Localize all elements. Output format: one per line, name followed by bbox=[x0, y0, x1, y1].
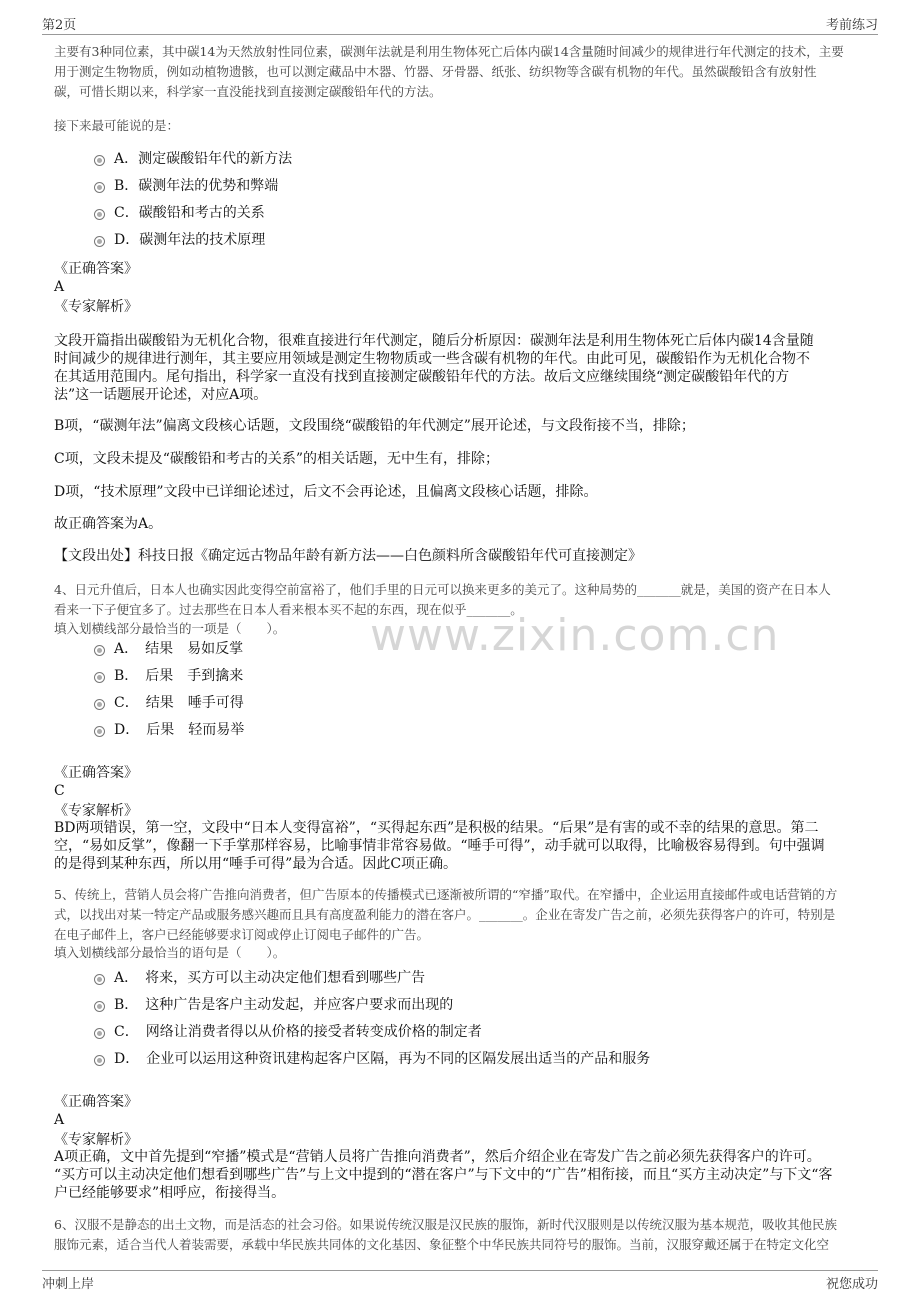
passage-line: 4、日元升值后，日本人也确实因此变得空前富裕了，他们手里的日元可以换来更多的美元了。这种局势的_______就是，美国的资产在日本人 bbox=[54, 582, 831, 597]
answer-label: 《正确答案》 bbox=[54, 261, 138, 277]
radio-icon[interactable] bbox=[94, 672, 105, 683]
q4-options bbox=[54, 640, 874, 748]
option-c[interactable]: C．碳酸铅和考古的关系 bbox=[54, 204, 874, 231]
option-a[interactable]: A．测定碳酸铅年代的新方法 bbox=[54, 150, 874, 177]
q6-passage bbox=[54, 1215, 874, 1255]
analysis-option-d: D项，“技术原理”文段中已详细论述过，后文不会再论述，且偏离文段核心话题，排除。 bbox=[54, 484, 598, 500]
answer-label: 《正确答案》 bbox=[54, 765, 138, 781]
watermark: www.zixin.com.cn bbox=[370, 610, 780, 661]
radio-icon[interactable] bbox=[94, 236, 105, 247]
footer-right-text: 祝您成功 bbox=[825, 1277, 878, 1292]
option-a[interactable]: A． 将来，买方可以主动决定他们想看到哪些广告 bbox=[54, 969, 874, 996]
radio-icon[interactable] bbox=[94, 974, 105, 985]
source: 【文段出处】科技日报《确定远古物品年龄有新方法——白色颜料所含碳酸铅年代可直接测定》 bbox=[54, 548, 642, 564]
q5-analysis bbox=[54, 1148, 874, 1202]
passage-line: 碳，可惜长期以来，科学家一直没能找到直接测定碳酸铅年代的方法。 bbox=[54, 84, 442, 99]
q3-analysis bbox=[54, 332, 874, 404]
passage-line: 式，以找出对某一特定产品或服务感兴趣而且具有高度盈利能力的潜在客户。_______。企业在寄发广告之前，必须先获得客户的许可，特别是 bbox=[54, 907, 836, 922]
footer-left-text: 冲刺上岸 bbox=[42, 1277, 95, 1292]
passage-line: 6、汉服不是静态的出土文物，而是活态的社会习俗。如果说传统汉服是汉民族的服饰，新时代汉服则是以传统汉服为基本规范，吸收其他民族 bbox=[54, 1217, 837, 1232]
q4-analysis bbox=[54, 819, 874, 873]
radio-icon[interactable] bbox=[94, 155, 105, 166]
option-d[interactable]: D． 后果 轻而易举 bbox=[54, 721, 874, 748]
page-number: 第2页 bbox=[42, 18, 77, 33]
answer-value: A bbox=[54, 279, 65, 295]
answer-value: A bbox=[54, 1112, 65, 1128]
analysis-option-c: C项，文段未提及“碳酸铅和考古的关系”的相关话题，无中生有，排除； bbox=[54, 451, 500, 467]
analysis-line: 户已经能够要求”相呼应，衔接得当。 bbox=[54, 1185, 286, 1201]
page-footer bbox=[42, 1270, 878, 1293]
q3-options bbox=[54, 150, 874, 258]
option-a[interactable]: A． 结果 易如反掌 bbox=[54, 640, 874, 667]
answer-label: 《正确答案》 bbox=[54, 1094, 138, 1110]
question-prompt: 填入划横线部分最恰当的语句是（ ）。 bbox=[54, 945, 286, 960]
passage-line: 主要有3种同位素，其中碳14为天然放射性同位素，碳测年法就是利用生物体死亡后体内碳14含量随时间减少的规律进行年代测定的技术，主要 bbox=[54, 44, 844, 59]
option-d[interactable]: D． 企业可以运用这种资讯建构起客户区隔，再为不同的区隔发展出适当的产品和服务 bbox=[54, 1050, 874, 1077]
passage-line: 看来一下子便宜多了。过去那些在日本人看来根本买不起的东西，现在似乎_______。 bbox=[54, 602, 523, 617]
analysis-label: 《专家解析》 bbox=[54, 1132, 138, 1148]
analysis-line: 在其适用范围内。尾句指出，科学家一直没有找到直接测定碳酸铅年代的方法。故后文应继续围绕“测定碳酸铅年代的方 bbox=[54, 369, 790, 385]
passage-line: 在电子邮件上，客户已经能够要求订阅或停止订阅电子邮件的广告。 bbox=[54, 927, 430, 942]
radio-icon[interactable] bbox=[94, 1028, 105, 1039]
q3-prompt: 接下来最可能说的是： bbox=[54, 118, 180, 133]
page-header bbox=[42, 12, 878, 35]
option-c[interactable]: C． 结果 唾手可得 bbox=[54, 694, 874, 721]
header-title: 考前练习 bbox=[825, 18, 878, 33]
q3-passage bbox=[54, 42, 874, 102]
analysis-line: 空，“易如反掌”，像翻一下手掌那样容易，比喻事情非常容易做。“唾手可得”，动手就可以取得，比喻极容易得到。句中强调 bbox=[54, 838, 825, 854]
radio-icon[interactable] bbox=[94, 1055, 105, 1066]
option-b[interactable]: B． 这种广告是客户主动发起，并应客户要求而出现的 bbox=[54, 996, 874, 1023]
radio-icon[interactable] bbox=[94, 209, 105, 220]
radio-icon[interactable] bbox=[94, 1001, 105, 1012]
passage-line: 5、传统上，营销人员会将广告推向消费者，但广告原本的传播模式已逐渐被所谓的“窄播”取代。在窄播中，企业运用直接邮件或电话营销的方 bbox=[54, 887, 838, 902]
analysis-line: 的是得到某种东西，所以用“唾手可得”最为合适。因此C项正确。 bbox=[54, 856, 458, 872]
passage-line: 服饰元素，适合当代人着装需要，承载中华民族共同体的文化基因、象征整个中华民族共同符号的服饰。当前，汉服穿戴还属于在特定文化空 bbox=[54, 1237, 830, 1252]
radio-icon[interactable] bbox=[94, 645, 105, 656]
option-d[interactable]: D．碳测年法的技术原理 bbox=[54, 231, 874, 258]
q4-passage bbox=[54, 580, 874, 638]
conclusion: 故正确答案为A。 bbox=[54, 516, 163, 532]
answer-value: C bbox=[54, 783, 65, 799]
passage-line: 用于测定生物物质，例如动植物遗骸，也可以测定藏品中木器、竹器、牙骨器、纸张、纺织物等含碳有机物的年代。虽然碳酸铅含有放射性 bbox=[54, 64, 817, 79]
analysis-line: 文段开篇指出碳酸铅为无机化合物，很难直接进行年代测定，随后分析原因：碳测年法是利用生物体死亡后体内碳14含量随 bbox=[54, 333, 814, 349]
q5-passage bbox=[54, 885, 874, 961]
analysis-line: “买方可以主动决定他们想看到哪些广告”与上文中提到的“潜在客户”与下文中的“广告”相衔接，而且“买方主动决定”与下文“客 bbox=[54, 1167, 833, 1183]
radio-icon[interactable] bbox=[94, 726, 105, 737]
radio-icon[interactable] bbox=[94, 182, 105, 193]
analysis-label: 《专家解析》 bbox=[54, 299, 138, 315]
option-c[interactable]: C． 网络让消费者得以从价格的接受者转变成价格的制定者 bbox=[54, 1023, 874, 1050]
analysis-line: 法”这一话题展开论述，对应A项。 bbox=[54, 387, 268, 403]
option-b[interactable]: B．碳测年法的优势和弊端 bbox=[54, 177, 874, 204]
analysis-option-b: B项，“碳测年法”偏离文段核心话题，文段围绕“碳酸铅的年代测定”展开论述，与文段衔接不当，排除； bbox=[54, 418, 695, 434]
radio-icon[interactable] bbox=[94, 699, 105, 710]
analysis-line: BD两项错误，第一空，文段中“日本人变得富裕”，“买得起东西”是积极的结果。“后果”是有害的或不幸的结果的意思。第二 bbox=[54, 820, 819, 836]
analysis-line: A项正确，文中首先提到“窄播”模式是“营销人员将广告推向消费者”，然后介绍企业在寄发广告之前必须先获得客户的许可。 bbox=[54, 1149, 821, 1165]
option-b[interactable]: B． 后果 手到擒来 bbox=[54, 667, 874, 694]
question-prompt: 填入划横线部分最恰当的一项是（ ）。 bbox=[54, 621, 286, 636]
analysis-line: 时间减少的规律进行测年，其主要应用领域是测定生物物质或一些含碳有机物的年代。由此可见，碳酸铅作为无机化合物不 bbox=[54, 351, 810, 367]
q5-options bbox=[54, 969, 874, 1077]
analysis-label: 《专家解析》 bbox=[54, 803, 138, 819]
